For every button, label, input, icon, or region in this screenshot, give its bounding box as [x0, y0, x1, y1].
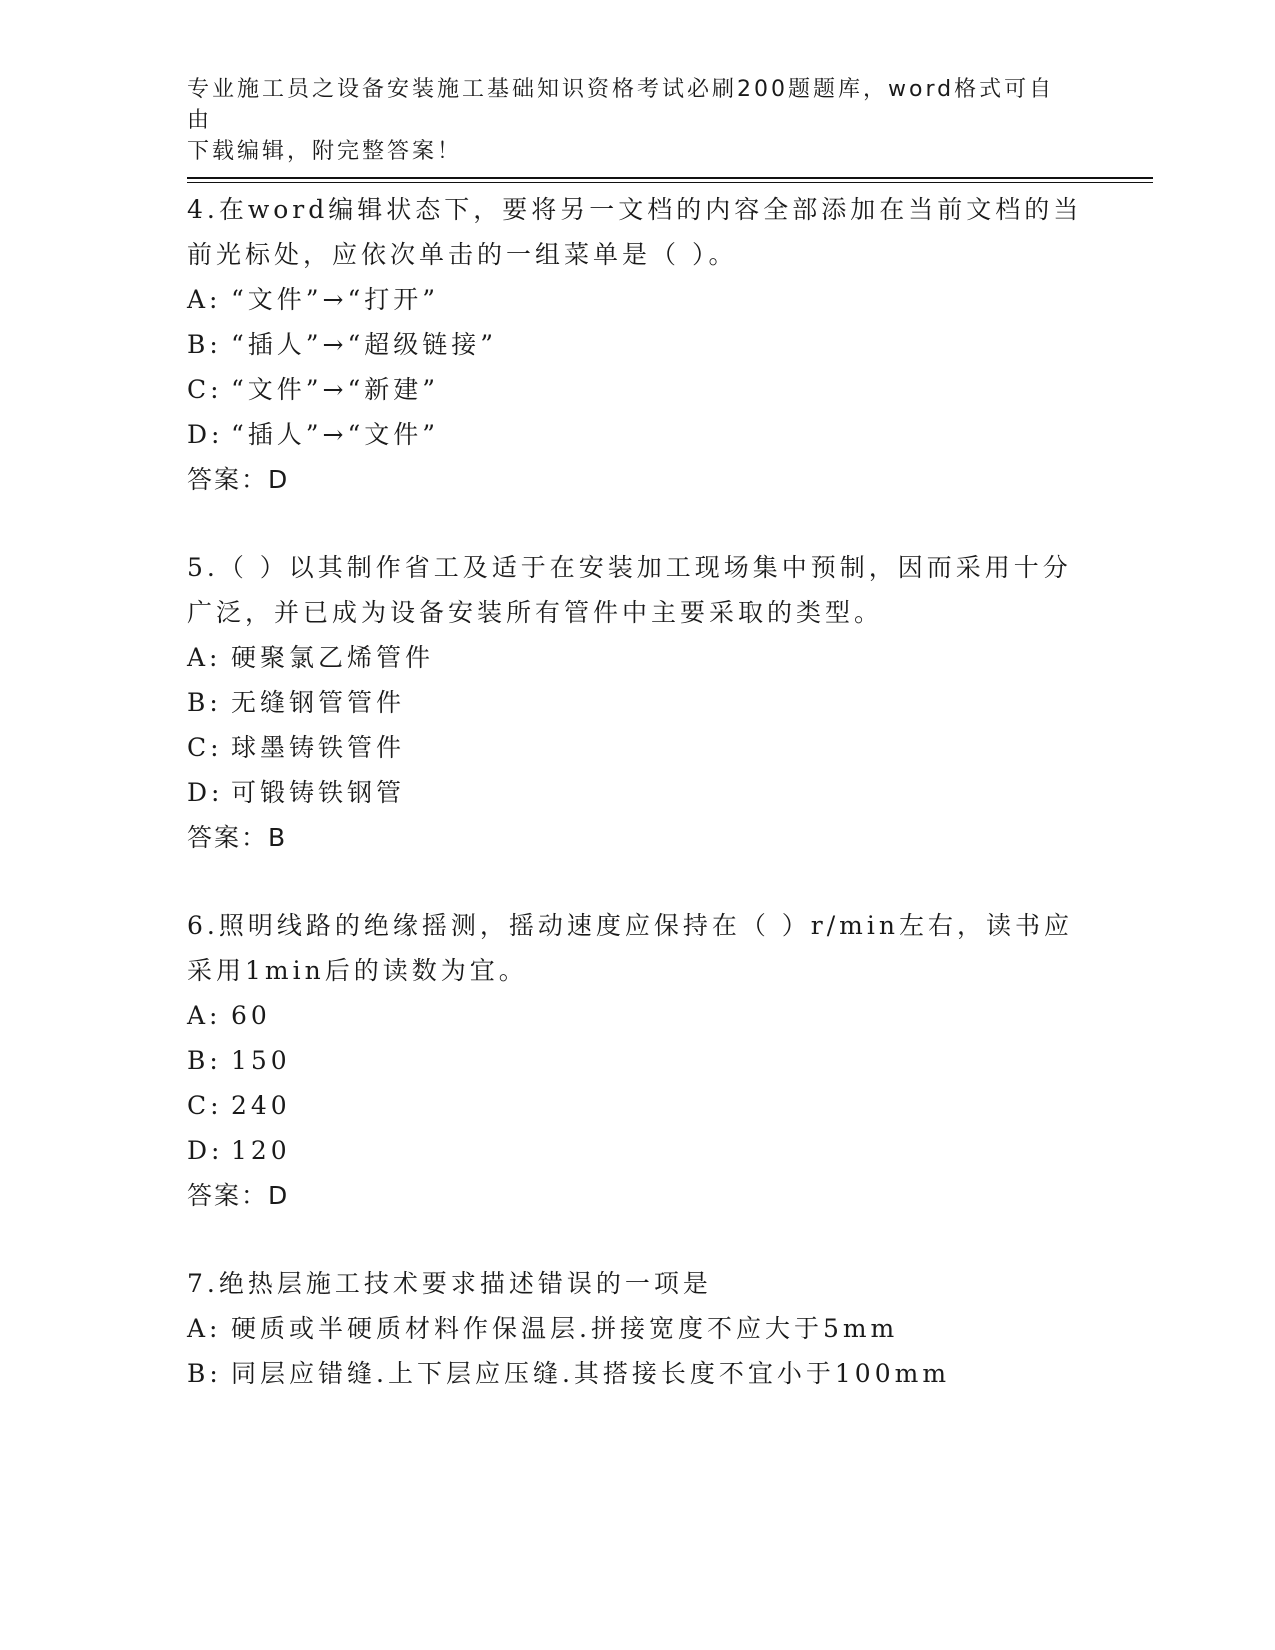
option-text: “文件”→“新建” [231, 375, 440, 404]
option-text: 无缝钢管管件 [231, 688, 406, 717]
question-stem-line-1: 5.（ ）以其制作省工及适于在安装加工现场集中预制，因而采用十分 [187, 553, 1072, 582]
question-spacer [187, 502, 1087, 545]
option-letter: A: [187, 643, 222, 672]
option-letter: C: [187, 733, 223, 762]
question-7 [187, 1261, 1087, 1396]
option-text: 球墨铸铁管件 [231, 733, 406, 762]
option-letter: D: [187, 778, 224, 807]
option-d [187, 1128, 1087, 1173]
option-text: 120 [231, 1136, 291, 1165]
option-letter: D: [187, 1136, 224, 1165]
option-letter: B: [187, 1046, 222, 1075]
document-header [187, 74, 1067, 167]
question-spacer [187, 1218, 1087, 1261]
question-5 [187, 545, 1087, 860]
question-6 [187, 903, 1087, 1218]
option-c [187, 1083, 1087, 1128]
option-text: “插人”→“超级链接” [231, 330, 498, 359]
option-letter: D: [187, 420, 224, 449]
option-text: 240 [231, 1091, 291, 1120]
answer-line: 答案：D [187, 1181, 290, 1210]
option-text: 可锻铸铁钢管 [231, 778, 406, 807]
option-text: 硬质或半硬质材料作保温层.拼接宽度不应大于5mm [231, 1314, 899, 1343]
option-text: “文件”→“打开” [231, 285, 440, 314]
question-stem [187, 187, 1087, 277]
option-a [187, 277, 1087, 322]
option-d [187, 770, 1087, 815]
option-b [187, 1038, 1087, 1083]
option-a [187, 635, 1087, 680]
header-divider-thick [187, 177, 1153, 179]
question-spacer [187, 860, 1087, 903]
option-a [187, 1306, 1087, 1351]
option-text: 150 [231, 1046, 291, 1075]
question-stem-line-1: 6.照明线路的绝缘摇测，摇动速度应保持在（ ）r/min左右，读书应 [187, 911, 1073, 940]
question-stem [187, 903, 1087, 993]
option-b [187, 322, 1087, 367]
option-text: 硬聚氯乙烯管件 [231, 643, 435, 672]
question-stem-line-1: 4.在word编辑状态下，要将另一文档的内容全部添加在当前文档的当 [187, 195, 1083, 224]
option-text: 60 [231, 1001, 271, 1030]
option-b [187, 680, 1087, 725]
option-b [187, 1351, 1087, 1396]
option-a [187, 993, 1087, 1038]
option-c [187, 367, 1087, 412]
question-stem-line-2: 采用1min后的读数为宜。 [187, 956, 528, 985]
question-stem [187, 545, 1087, 635]
question-stem-line-1: 7.绝热层施工技术要求描述错误的一项是 [187, 1269, 712, 1298]
answer-line: 答案：D [187, 465, 290, 494]
question-list [187, 187, 1087, 1396]
option-letter: B: [187, 330, 222, 359]
option-c [187, 725, 1087, 770]
option-letter: C: [187, 375, 223, 404]
option-letter: B: [187, 1359, 222, 1388]
header-title-line-2: 下载编辑，附完整答案！ [187, 139, 463, 164]
option-text: 同层应错缝.上下层应压缝.其搭接长度不宜小于100mm [231, 1359, 951, 1388]
answer-line: 答案：B [187, 823, 288, 852]
option-d [187, 412, 1087, 457]
question-4 [187, 187, 1087, 502]
question-stem-line-2: 前光标处，应依次单击的一组菜单是（ ）。 [187, 240, 738, 269]
option-letter: A: [187, 285, 222, 314]
option-letter: B: [187, 688, 222, 717]
header-title-line-1: 专业施工员之设备安装施工基础知识资格考试必刷200题题库，word格式可自由 [187, 77, 1055, 133]
question-stem-line-2: 广泛，并已成为设备安装所有管件中主要采取的类型。 [187, 598, 884, 627]
option-letter: C: [187, 1091, 223, 1120]
option-text: “插人”→“文件” [231, 420, 440, 449]
header-divider-thin [187, 182, 1153, 183]
option-letter: A: [187, 1001, 222, 1030]
question-stem [187, 1261, 1087, 1306]
option-letter: A: [187, 1314, 222, 1343]
